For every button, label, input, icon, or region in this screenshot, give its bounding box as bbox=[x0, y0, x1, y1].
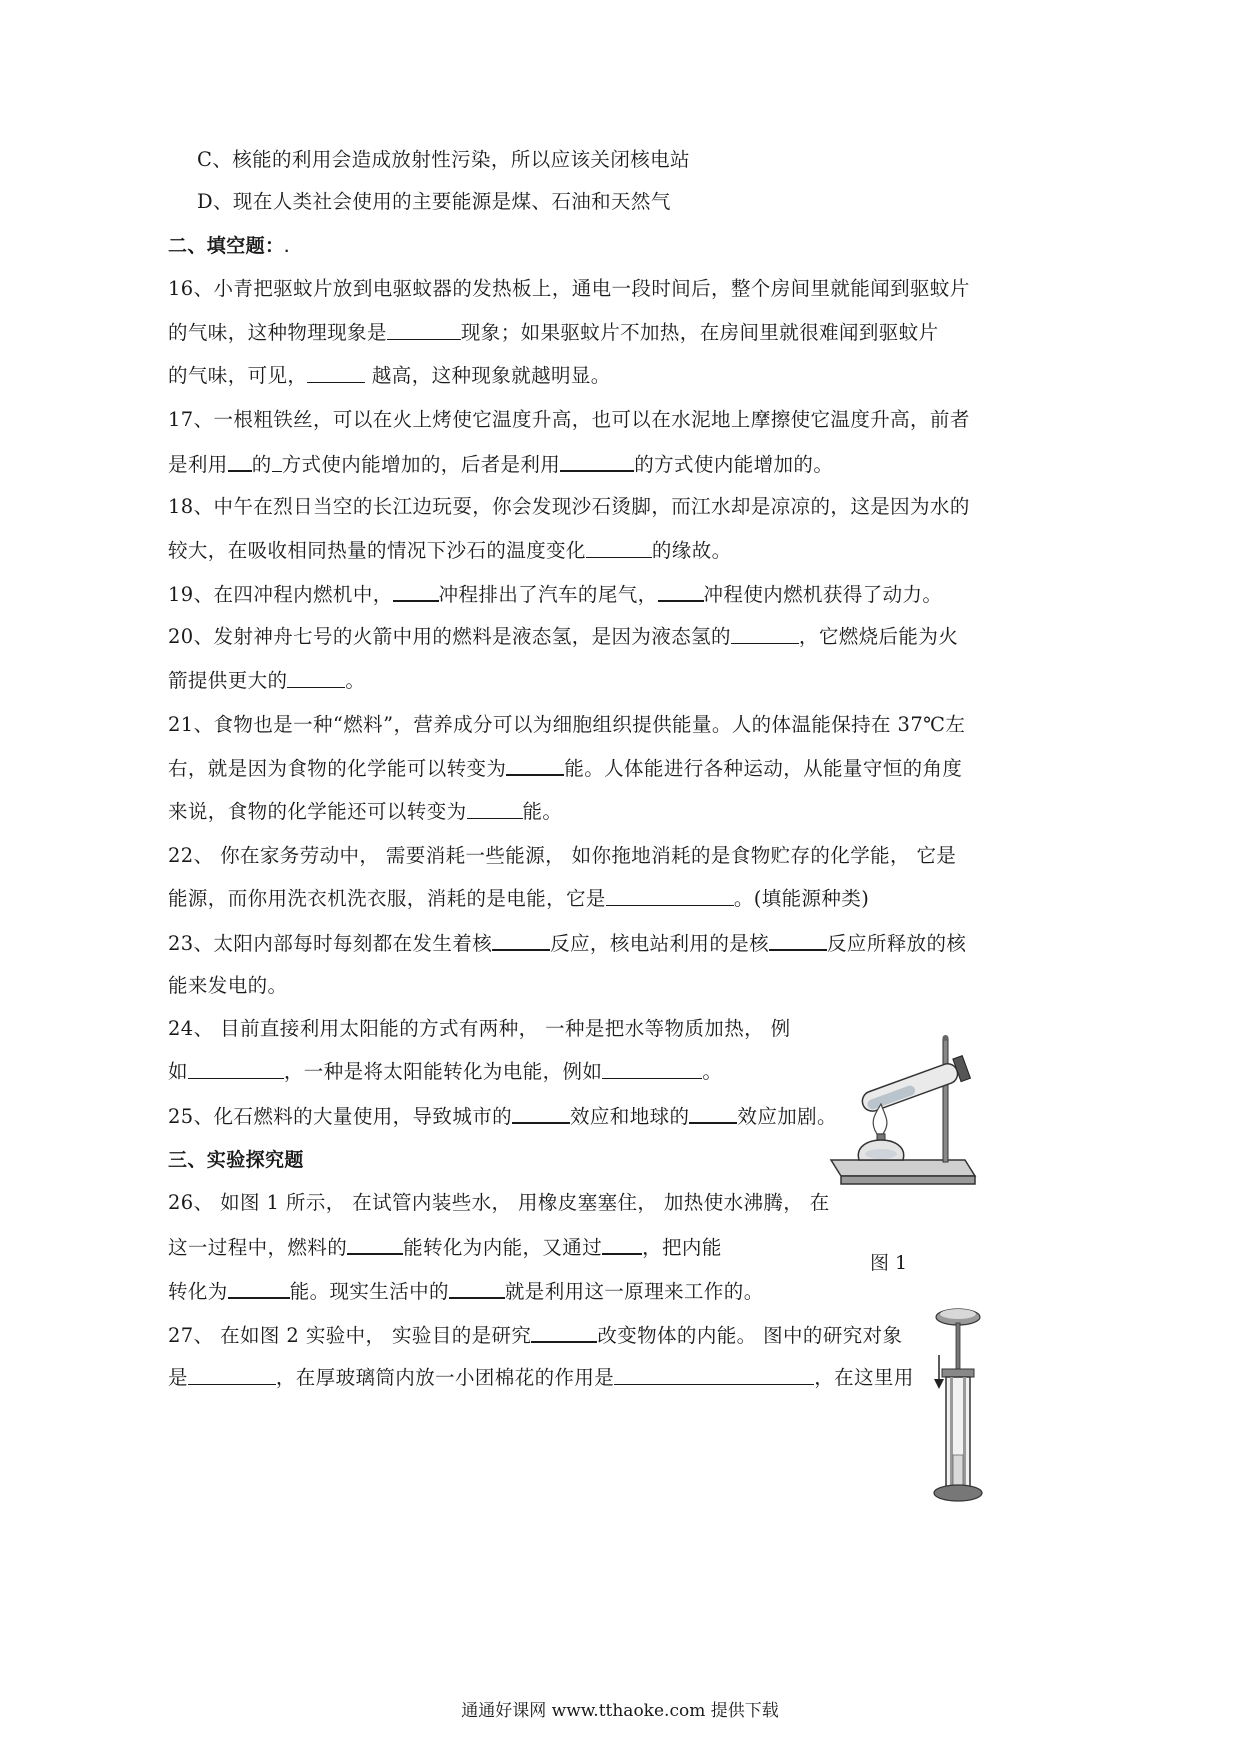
q25-line bbox=[168, 1102, 837, 1131]
section-2-title: 二、填空题： bbox=[168, 235, 285, 257]
q17-blank-2[interactable] bbox=[272, 451, 282, 472]
section-2-heading bbox=[168, 232, 289, 262]
q25-text: 效应加剧。 bbox=[737, 1105, 837, 1128]
q22-text: 能源，而你用洗衣机洗衣服，消耗的是电能，它是 bbox=[168, 887, 606, 910]
option-d: D、现在人类社会使用的主要能源是煤、石油和天然气 bbox=[197, 190, 671, 213]
section-2-mark: . bbox=[284, 241, 290, 255]
q17-blank-3[interactable] bbox=[560, 450, 634, 472]
q24-blank-2[interactable] bbox=[602, 1058, 702, 1079]
q19-text: 冲程排出了汽车的尾气， bbox=[438, 583, 658, 606]
q21-line-2 bbox=[168, 754, 962, 783]
q21-line-1: 21、食物也是一种“燃料”，营养成分可以为细胞组织提供能量。人的体温能保持在 37℃左 bbox=[168, 713, 966, 736]
q27-text: 是 bbox=[168, 1366, 188, 1389]
q27-blank-1[interactable] bbox=[531, 1321, 597, 1343]
q26-blank-4[interactable] bbox=[449, 1277, 505, 1299]
q27-blank-2[interactable] bbox=[188, 1364, 276, 1385]
q23-text: 反应所释放的核 bbox=[827, 932, 967, 955]
q18-text: 的缘故。 bbox=[651, 539, 732, 562]
q16-text: 现象；如果驱蚊片不加热，在房间里就很难闻到驱蚊片 bbox=[460, 321, 939, 344]
q17-text: 是利用 bbox=[168, 453, 228, 476]
q26-blank-2[interactable] bbox=[602, 1233, 642, 1255]
q26-line-2 bbox=[168, 1233, 722, 1262]
footer-credit: 通通好课网 www.tthaoke.com 提供下载 bbox=[461, 1701, 779, 1721]
q24-text: 。 bbox=[702, 1060, 723, 1083]
q20-blank-1[interactable] bbox=[731, 623, 799, 644]
q27-line-2 bbox=[168, 1364, 914, 1392]
q22-text: 。(填能源种类) bbox=[733, 887, 870, 910]
q18-blank-1[interactable] bbox=[586, 537, 652, 558]
q21-blank-1[interactable] bbox=[506, 754, 564, 776]
q21-text: 右，就是因为食物的化学能可以转变为 bbox=[168, 757, 507, 780]
q16-text: 的气味，这种物理现象是 bbox=[168, 321, 387, 344]
q17-text: 的方式使内能增加的。 bbox=[634, 453, 834, 476]
q26-blank-3[interactable] bbox=[228, 1277, 290, 1299]
q18-line-2 bbox=[168, 537, 732, 565]
q27-text: ，在厚玻璃筒内放一小团棉花的作用是 bbox=[275, 1366, 615, 1389]
q27-text: 改变物体的内能。 图中的研究对象 bbox=[597, 1324, 903, 1347]
q21-text: 来说，食物的化学能还可以转变为 bbox=[168, 800, 467, 823]
q27-blank-3[interactable] bbox=[614, 1364, 814, 1385]
q26-text: 能。现实生活中的 bbox=[289, 1280, 449, 1303]
q20-line-2 bbox=[168, 667, 365, 695]
q17-line-2 bbox=[168, 450, 833, 479]
q17-text: 方式使内能增加的，后者是利用 bbox=[281, 453, 561, 476]
option-c: C、核能的利用会造成放射性污染，所以应该关闭核电站 bbox=[197, 148, 690, 171]
q27-line-1 bbox=[168, 1321, 902, 1350]
q20-text: 20、发射神舟七号的火箭中用的燃料是液态氢，是因为液态氢的 bbox=[168, 625, 731, 648]
q20-text: 箭提供更大的 bbox=[168, 669, 288, 692]
q16-line-2 bbox=[168, 319, 939, 347]
q22-line-1: 22、 你在家务劳动中， 需要消耗一些能源， 如你拖地消耗的是食物贮存的化学能， 它是 bbox=[168, 844, 957, 867]
q18-text: 较大，在吸收相同热量的情况下沙石的温度变化 bbox=[168, 539, 586, 562]
q27-text: 27、 在如图 2 实验中， 实验目的是研究 bbox=[168, 1324, 532, 1347]
q21-blank-2[interactable] bbox=[467, 798, 523, 819]
q19-line bbox=[168, 580, 942, 609]
figure-1-test-tube-apparatus bbox=[825, 1030, 995, 1205]
figure-1-label: 图 1 bbox=[870, 1252, 908, 1274]
q16-line-1: 16、小青把驱蚊片放到电驱蚊器的发热板上，通电一段时间后，整个房间里就能闻到驱蚊片 bbox=[168, 277, 970, 300]
q26-blank-1[interactable] bbox=[347, 1233, 403, 1255]
q23-line-2: 能来发电的。 bbox=[168, 974, 288, 997]
q23-blank-2[interactable] bbox=[769, 929, 827, 951]
figure-2-glass-tube-piston bbox=[928, 1305, 986, 1505]
q18-line-1: 18、中午在烈日当空的长江边玩耍，你会发现沙石烫脚，而江水却是凉凉的，这是因为水的 bbox=[168, 495, 970, 518]
q19-blank-2[interactable] bbox=[658, 580, 704, 602]
q23-line-1 bbox=[168, 929, 966, 958]
q16-text: 越高，这种现象就越明显。 bbox=[365, 364, 611, 387]
q22-blank-1[interactable] bbox=[606, 885, 734, 906]
q26-line-1: 26、 如图 1 所示， 在试管内装些水， 用橡皮塞塞住， 加热使水沸腾， 在 bbox=[168, 1191, 830, 1214]
q16-text: 的气味，可见， bbox=[168, 364, 308, 387]
q17-blank-1[interactable] bbox=[228, 450, 252, 472]
q26-text: 转化为 bbox=[168, 1280, 228, 1303]
q24-text: ，一种是将太阳能转化为电能，例如 bbox=[283, 1060, 603, 1083]
q26-text: 这一过程中，燃料的 bbox=[168, 1236, 348, 1259]
q20-line-1 bbox=[168, 623, 958, 651]
q24-blank-1[interactable] bbox=[188, 1058, 284, 1079]
section-3-heading: 三、实验探究题 bbox=[168, 1149, 304, 1171]
q16-blank-1[interactable] bbox=[387, 319, 461, 340]
q21-text: 能。 bbox=[522, 800, 563, 823]
q24-line-2 bbox=[168, 1058, 722, 1086]
q20-text: 。 bbox=[345, 669, 366, 692]
q17-line-1: 17、一根粗铁丝，可以在火上烤使它温度升高，也可以在水泥地上摩擦使它温度升高，前者 bbox=[168, 408, 970, 431]
q27-text: ，在这里用 bbox=[814, 1366, 914, 1389]
q22-line-2 bbox=[168, 885, 869, 913]
q16-blank-2[interactable] bbox=[307, 362, 365, 383]
q26-text: 就是利用这一原理来工作的。 bbox=[504, 1280, 764, 1303]
q17-text: 的 bbox=[251, 453, 272, 476]
q26-text: 能转化为内能，又通过 bbox=[403, 1236, 603, 1259]
q26-line-3 bbox=[168, 1277, 764, 1306]
q26-text: ，把内能 bbox=[642, 1236, 722, 1259]
q19-blank-1[interactable] bbox=[393, 580, 439, 602]
q21-line-3 bbox=[168, 798, 562, 826]
q24-text: 如 bbox=[168, 1060, 188, 1083]
q20-text: ，它燃烧后能为火 bbox=[798, 625, 959, 648]
q25-text: 25、化石燃料的大量使用，导致城市的 bbox=[168, 1105, 513, 1128]
q21-text: 能。人体能进行各种运动，从能量守恒的角度 bbox=[564, 757, 963, 780]
q19-text: 19、在四冲程内燃机中， bbox=[168, 583, 393, 606]
q23-text: 反应，核电站利用的是核 bbox=[550, 932, 770, 955]
q19-text: 冲程使内燃机获得了动力。 bbox=[703, 583, 943, 606]
q25-blank-1[interactable] bbox=[512, 1102, 570, 1124]
q16-line-3 bbox=[168, 362, 611, 390]
q24-line-1: 24、 目前直接利用太阳能的方式有两种， 一种是把水等物质加热， 例 bbox=[168, 1017, 791, 1040]
q23-text: 23、太阳内部每时每刻都在发生着核 bbox=[168, 932, 493, 955]
q25-blank-2[interactable] bbox=[689, 1102, 737, 1124]
q23-blank-1[interactable] bbox=[492, 929, 550, 951]
q25-text: 效应和地球的 bbox=[570, 1105, 690, 1128]
q20-blank-2[interactable] bbox=[287, 667, 345, 688]
